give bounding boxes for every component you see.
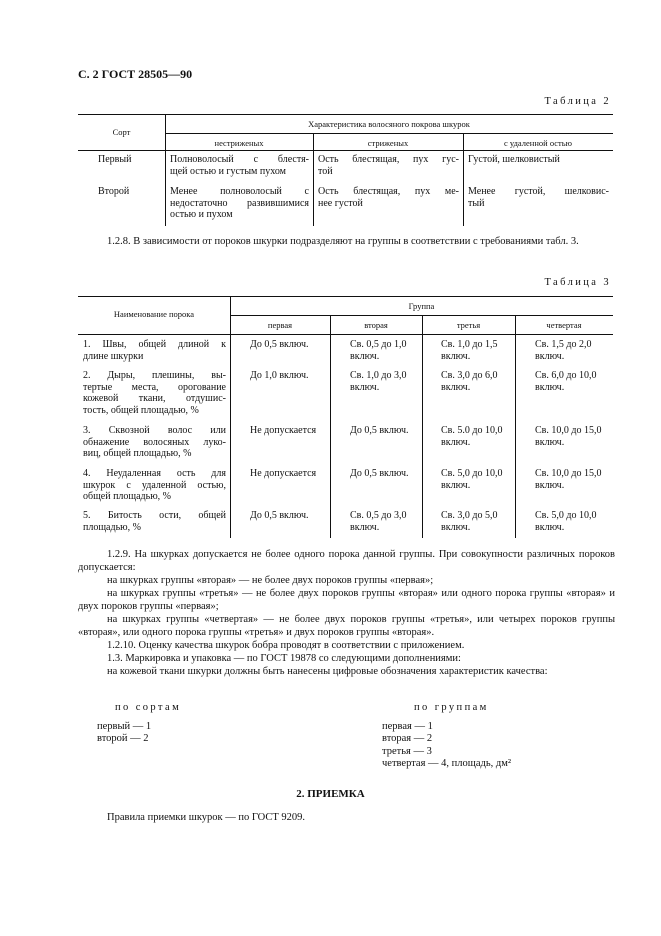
table3-cell: Св. 5.0 до 10,0 включ. bbox=[441, 425, 503, 448]
table3-cell: Св. 0,5 до 3,0 включ. bbox=[350, 510, 407, 533]
list-item: четвертая — 4, площадь, дм² bbox=[382, 758, 512, 769]
table3-defect-cell: 5. Битость ости, общей площадью, % bbox=[83, 510, 226, 533]
table2-col-sort: Сорт bbox=[112, 127, 131, 137]
table3-defect-cell: 2. Дыры, плешины, вы- тертые места, орогование кожевой ткани, отдушис- тость, общей площадью, % bbox=[83, 370, 226, 416]
paragraph-1-2-10: 1.2.10. Оценку качества шкурок бобра проводят в соответствии с приложением. bbox=[107, 640, 465, 651]
table3-cell: Не допускается bbox=[250, 425, 317, 436]
table3-defect-cell: 3. Сквозной волос или обнажение волосяных луко- виц, общей площадью, % bbox=[83, 425, 226, 459]
paragraph-1-3-a: на кожевой ткани шкурки должны быть нанесены цифровые обозначения характеристик качества: bbox=[107, 666, 548, 677]
table2-subcol: нестриженых bbox=[214, 138, 264, 148]
table3-cell: До 0,5 включ. bbox=[350, 425, 409, 436]
table3-subcol: первая bbox=[267, 320, 293, 330]
table2-cell: Менее полноволосый с недостаточно развившимися остью и пухом bbox=[170, 186, 309, 220]
table3-subcol: четвертая bbox=[546, 320, 582, 330]
table3-cell: Св. 6,0 до 10,0 включ. bbox=[535, 370, 597, 393]
paragraph-1-3: 1.3. Маркировка и упаковка — по ГОСТ 19878 со следующими дополнениями: bbox=[107, 653, 461, 664]
table3-cell: Св. 1,0 до 1,5 включ. bbox=[441, 339, 498, 362]
groups-list bbox=[382, 702, 511, 771]
table3-cell: Св. 5,0 до 10,0 включ. bbox=[441, 468, 503, 491]
table3-cell: Св. 10,0 до 15,0 включ. bbox=[535, 468, 602, 491]
groups-title: по группам bbox=[414, 702, 489, 713]
table3-cell: Св. 10,0 до 15,0 включ. bbox=[535, 425, 602, 448]
section-title: 2. ПРИЕМКА bbox=[296, 788, 365, 800]
table3-cell: Св. 1,5 до 2,0 включ. bbox=[535, 339, 592, 362]
sorts-title: по сортам bbox=[115, 702, 182, 713]
table2-sort-cell: Второй bbox=[98, 186, 130, 197]
table2-caption: Таблица 2 bbox=[544, 96, 611, 107]
table2-cell: Ость блестящая, пух ме- нее густой bbox=[318, 186, 459, 209]
table3-subcol: третья bbox=[456, 320, 481, 330]
table3-defect-cell: 4. Неудаленная ость для шкурок с удаленной остью, общей площадью, % bbox=[83, 468, 226, 502]
list-item: первый — 1 bbox=[97, 720, 152, 732]
table2-cell: Полноволосый с блестя- щей остью и густым пухом bbox=[170, 154, 309, 177]
table3-cell: Св. 1,0 до 3,0 включ. bbox=[350, 370, 407, 393]
list-item: второй — 2 bbox=[97, 733, 149, 744]
table3-cell: До 0,5 включ. bbox=[250, 339, 309, 350]
table3-cell: Св. 3,0 до 6,0 включ. bbox=[441, 370, 498, 393]
list-item: вторая — 2 bbox=[382, 733, 433, 744]
list-item: первая — 1 bbox=[382, 720, 433, 732]
table3-group-title: Группа bbox=[408, 301, 435, 311]
sorts-list bbox=[97, 702, 181, 746]
table3-cell: Св. 3,0 до 5,0 включ. bbox=[441, 510, 498, 533]
page-header: С. 2 ГОСТ 28505—90 bbox=[78, 67, 193, 81]
table3-cell: До 1,0 включ. bbox=[250, 370, 309, 381]
table3-cell: Св. 0,5 до 1,0 включ. bbox=[350, 339, 407, 362]
list-item: третья — 3 bbox=[382, 745, 432, 757]
table3-defect-cell: 1. Швы, общей длиной к длине шкурки bbox=[83, 339, 226, 362]
paragraph-1-2-9: 1.2.9. На шкурках допускается не более одного порока данной группы. При совокупности различных пороков допускается: bbox=[78, 549, 615, 573]
table2-cell: Густой, шелковистый bbox=[468, 154, 560, 165]
table2-sort-cell: Первый bbox=[98, 154, 132, 165]
table2-group-title: Характеристика волосяного покрова шкурок bbox=[308, 119, 470, 129]
table2-subcol: с удаленной остью bbox=[504, 138, 572, 148]
table3-col-name: Наименование порока bbox=[113, 309, 195, 319]
table2-cell: Ость блестящая, пух гус- той bbox=[318, 154, 459, 177]
paragraph-1-2-8: 1.2.8. В зависимости от пороков шкурки подразделяют на группы в соответствии с требованиями табл. 3. bbox=[107, 236, 579, 247]
paragraph-1-2-9-b: на шкурках группы «третья» — не более двух пороков группы «вторая» или одного порока группы «вторая» и двух пороков группы «первая»; bbox=[78, 588, 615, 612]
table3-cell: До 0,5 включ. bbox=[350, 468, 409, 479]
table3-cell: Св. 5,0 до 10,0 включ. bbox=[535, 510, 597, 533]
table3-subcol: вторая bbox=[364, 320, 388, 330]
paragraph-1-2-9-a: на шкурках группы «вторая» — не более двух пороков группы «первая»; bbox=[107, 575, 434, 586]
table2-subcol: стриженых bbox=[367, 138, 409, 148]
table3-caption: Таблица 3 bbox=[544, 277, 611, 288]
table3-cell: Не допускается bbox=[250, 468, 317, 479]
table2-cell: Менее густой, шелковис- тый bbox=[468, 186, 609, 209]
paragraph-2: Правила приемки шкурок — по ГОСТ 9209. bbox=[107, 812, 306, 823]
table3-cell: До 0,5 включ. bbox=[250, 510, 309, 521]
paragraph-1-2-9-c: на шкурках группы «четвертая» — не более двух пороков группы «третья», или четырех пороков группы «вторая», или одного порока группы «третья» и двух пороков группы «вторая». bbox=[78, 614, 615, 638]
